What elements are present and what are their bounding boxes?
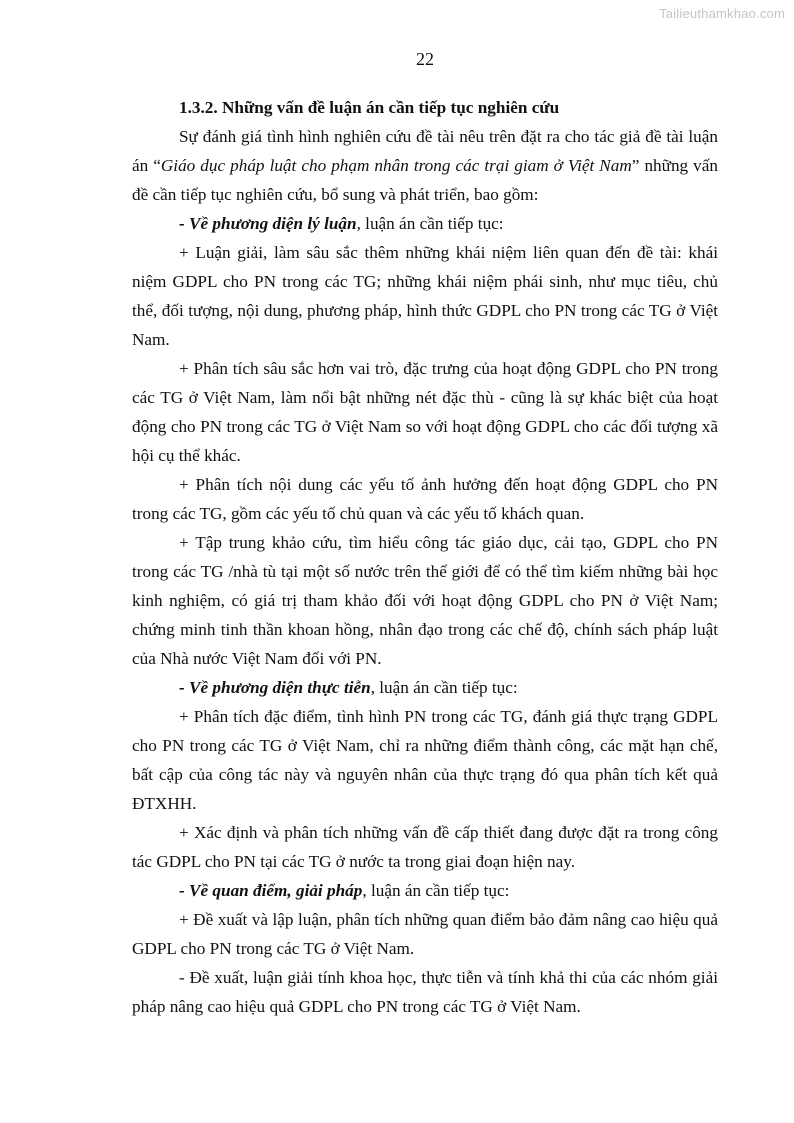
intro-text-before: Sự đánh giá tình hình nghiên cứu đề tài nêu trên đặt ra cho tác giả đề tài luận án “ xyxy=(132,127,718,175)
practice-label-rest: , luận án cần tiếp tục: xyxy=(370,678,518,697)
solutions-label-rest: , luận án cần tiếp tục: xyxy=(362,881,510,900)
theory-item: + Tập trung khảo cứu, tìm hiểu công tác giáo dục, cải tạo, GDPL cho PN trong các TG /nhà tù tại một số nước trên thế giới để có thể tìm kiếm những bài học kinh nghiệm, có giá trị tham khảo đối với hoạt động GDPL cho PN ở Việt Nam; chứng minh tinh thần khoan hồng, nhân đạo trong các chế độ, chính sách pháp luật của Nhà nước Việt Nam đối với PN. xyxy=(132,533,718,668)
practice-item: + Phân tích đặc điểm, tình hình PN trong các TG, đánh giá thực trạng GDPL cho PN trong các TG ở Việt Nam, chỉ ra những điểm thành công, các mặt hạn chế, bất cập của công tác này và nguyên nhân của thực trạng đó qua phân tích kết quả ĐTXHH. xyxy=(132,707,718,813)
intro-paragraph xyxy=(132,122,718,209)
solutions-item: - Đề xuất, luận giải tính khoa học, thực tiễn và tính khả thi của các nhóm giải pháp nâng cao hiệu quả GDPL cho PN trong các TG ở Việt Nam. xyxy=(132,968,718,1016)
solutions-subheading xyxy=(132,876,718,905)
watermark: Tailieuthamkhao.com xyxy=(659,6,785,21)
theory-label-rest: , luận án cần tiếp tục: xyxy=(356,214,504,233)
thesis-title: Giáo dục pháp luật cho phạm nhân trong các trại giam ở Việt Nam xyxy=(160,156,632,175)
page-number: 22 xyxy=(416,49,434,69)
practice-subheading xyxy=(132,673,718,702)
theory-label: - Về phương diện lý luận xyxy=(179,214,357,233)
theory-subheading xyxy=(132,209,718,238)
section-heading: 1.3.2. Những vấn đề luận án cần tiếp tục nghiên cứu xyxy=(179,98,560,117)
solutions-item: + Đề xuất và lập luận, phân tích những quan điểm bảo đảm nâng cao hiệu quả GDPL cho PN trong các TG ở Việt Nam. xyxy=(132,910,718,958)
practice-item: + Xác định và phân tích những vấn đề cấp thiết đang được đặt ra trong công tác GDPL cho PN tại các TG ở nước ta trong giai đoạn hiện nay. xyxy=(132,823,718,871)
theory-item: + Luận giải, làm sâu sắc thêm những khái niệm liên quan đến đề tài: khái niệm GDPL cho PN trong các TG; những khái niệm phái sinh, như mục tiêu, chủ thể, đối tượng, nội dung, phương pháp, hình thức GDPL cho PN trong các TG ở Việt Nam. xyxy=(132,243,718,349)
practice-label: - Về phương diện thực tiễn xyxy=(179,678,371,697)
solutions-label: - Về quan điểm, giải pháp xyxy=(179,881,363,900)
document-body xyxy=(132,93,718,1021)
theory-item: + Phân tích sâu sắc hơn vai trò, đặc trưng của hoạt động GDPL cho PN trong các TG ở Việt Nam, làm nổi bật những nét đặc thù - cũng là sự khác biệt của hoạt động cho PN trong các TG ở Việt Nam so với hoạt động GDPL cho các đối tượng xã hội cụ thể khác. xyxy=(132,359,718,465)
intro-text-after: ” những vấn đề cần tiếp tục nghiên cứu, bổ sung và phát triển, bao gồm: xyxy=(132,156,718,204)
theory-item: + Phân tích nội dung các yếu tố ảnh hưởng đến hoạt động GDPL cho PN trong các TG, gồm các yếu tố chủ quan và các yếu tố khách quan. xyxy=(132,475,718,523)
